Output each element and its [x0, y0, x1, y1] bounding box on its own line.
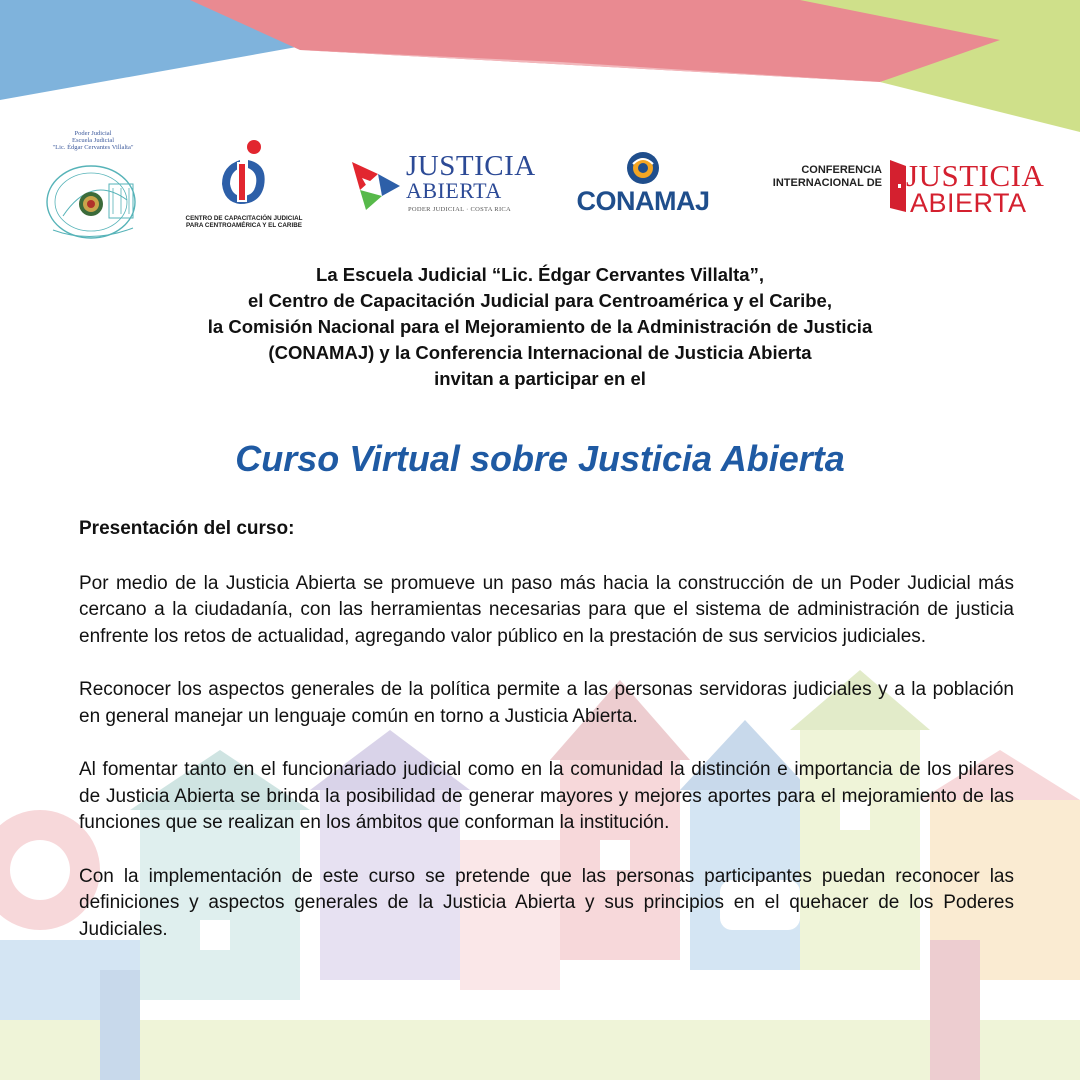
justicia-abierta-word1: JUSTICIA [406, 150, 536, 182]
conferencia-justicia-abierta-logo [748, 154, 1048, 224]
intro-line: la Comisión Nacional para el Mejoramiento de la Administración de Justicia [207, 316, 873, 337]
intro-line: La Escuela Judicial “Lic. Édgar Cervantes Villalta”, [316, 264, 764, 285]
conferencia-word-justicia: JUSTICIA [906, 158, 1045, 193]
decorative-banner [0, 0, 1080, 140]
escuela-judicial-logo [38, 130, 148, 242]
intro-line: el Centro de Capacitación Judicial para Centroamérica y el Caribe, [248, 290, 832, 311]
intro-line: (CONAMAJ) y la Conferencia Internacional de Justicia Abierta [268, 342, 812, 363]
invitation-intro [0, 262, 1080, 392]
conamaj-emblem-icon [625, 150, 661, 186]
presentation-paragraph: Reconocer los aspectos generales de la política permite a las personas servidoras judiciales y a la población en general manejar un lenguaje común en torno a Justicia Abierta. [79, 679, 1014, 727]
presentation-heading: Presentación del curso: [79, 518, 295, 539]
conferencia-logo-text [752, 164, 882, 190]
justicia-abierta-word2: ABIERTA [406, 178, 502, 203]
course-title: Curso Virtual sobre Justicia Abierta [235, 438, 845, 479]
escuela-logo-line1: Poder Judicial [74, 130, 112, 137]
centro-logo-mark-icon [218, 138, 270, 210]
conferencia-word-abierta: ABIERTA [910, 188, 1027, 218]
course-presentation [79, 516, 1014, 970]
justicia-abierta-subtitle: PODER JUDICIAL · COSTA RICA [408, 206, 512, 213]
conamaj-logo [568, 150, 718, 220]
conamaj-name: CONAMAJ [576, 186, 710, 216]
presentation-paragraph: Por medio de la Justicia Abierta se promueve un paso más hacia la construcción de un Poder Judicial más cercano a la ciudadanía, con las herramientas necesarias para que el sistema de administración de justicia enfrente los retos de actualidad, agregando valor público en la prestación de sus servicios judiciales. [79, 572, 1014, 647]
conferencia-logo-line1: CONFERENCIA [801, 164, 882, 176]
justicia-abierta-cr-logo [348, 150, 548, 220]
logo-row [0, 130, 1080, 240]
conferencia-logo-line2: INTERNACIONAL DE [772, 177, 882, 189]
escuela-logo-line3: "Lic. Édgar Cervantes Villalta" [52, 144, 134, 151]
escuela-logo-line2: Escuela Judicial [71, 137, 115, 144]
presentation-paragraph: Al fomentar tanto en el funcionariado judicial como en la comunidad la distinción e importancia de los pilares de Justicia Abierta se brinda la posibilidad de generar mayores y mejores aportes para el mejoramiento de las funciones que se realizan en los ámbitos que conforman la institución. [79, 759, 1014, 833]
escuela-seal-icon [43, 154, 143, 242]
presentation-paragraph: Con la implementación de este curso se pretende que las personas participantes puedan reconocer las definiciones y aspectos generales de la Justicia Abierta y sus principios en el quehacer de los Poderes Judiciales. [79, 865, 1014, 940]
centro-logo-line1: CENTRO DE CAPACITACIÓN JUDICIAL [185, 215, 303, 222]
justicia-abierta-triangle-icon [348, 156, 404, 212]
centro-capacitacion-logo [184, 138, 304, 238]
centro-logo-line2: PARA CENTROAMÉRICA Y EL CARIBE [186, 222, 302, 229]
intro-line: invitan a participar en el [434, 368, 646, 389]
